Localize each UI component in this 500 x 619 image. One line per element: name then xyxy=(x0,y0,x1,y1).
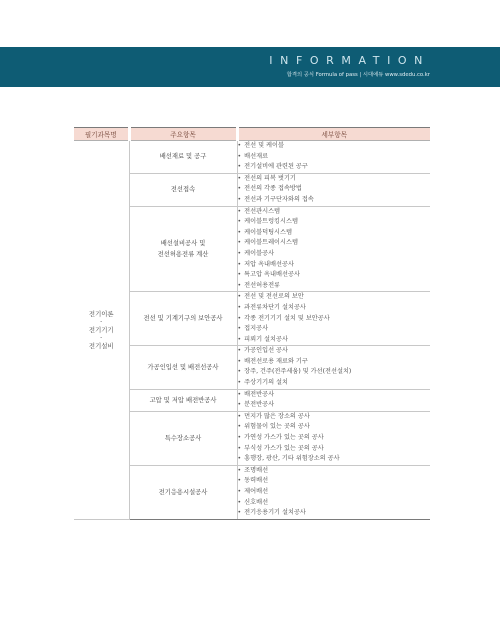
col-header-detail-item: 세부항목 xyxy=(237,128,430,141)
main-item-cell xyxy=(129,141,237,174)
main-item-cell xyxy=(129,346,237,389)
detail-item: • 부식성 가스가 있는 곳의 공사 xyxy=(238,444,431,455)
main-item-cell xyxy=(129,173,237,206)
subject-name: 전기이론 xyxy=(88,309,114,318)
banner-title: INFORMATION xyxy=(269,54,430,67)
detail-item-list xyxy=(238,390,431,411)
detail-item: • 전선 및 케이블 xyxy=(238,141,431,152)
header-banner xyxy=(0,47,500,87)
detail-items-cell xyxy=(237,206,430,292)
main-item-cell xyxy=(129,411,237,465)
detail-item: • 장주, 건주(전주세움) 및 가선(전선설치) xyxy=(238,367,431,378)
detail-item: • 제어배선 xyxy=(238,487,431,498)
detail-item: • 위험물이 있는 곳의 공사 xyxy=(238,422,431,433)
main-item-cell xyxy=(129,206,237,292)
subject-name: 전기설비 xyxy=(88,341,114,350)
detail-item: • 케이블트레이시스템 xyxy=(238,238,431,249)
detail-item: • 접지공사 xyxy=(238,324,431,335)
detail-item: • 케이블트렁킹시스템 xyxy=(238,217,431,228)
detail-items-cell xyxy=(237,173,430,206)
main-item-cell xyxy=(129,465,237,519)
detail-item: • 전선허용전류 xyxy=(238,281,431,292)
detail-items-cell xyxy=(237,389,430,411)
detail-item-list xyxy=(238,466,431,519)
main-item-cell xyxy=(129,292,237,346)
detail-item: • 전선의 각종 접속방법 xyxy=(238,184,431,195)
detail-item: • 각종 전기기기 설치 및 보안공사 xyxy=(238,314,431,325)
detail-item: • 특고압 옥내배선공사 xyxy=(238,270,431,281)
detail-items-cell xyxy=(237,141,430,174)
detail-item: • 배선재료 xyxy=(238,152,431,163)
detail-item: • 전선과 기구단자와의 접속 xyxy=(238,195,431,206)
banner-subtitle: 합격의 공식 Formula of pass | 시대에듀 www.sdedu.co.kr xyxy=(286,72,430,78)
detail-item: • 가연성 가스가 있는 곳의 공사 xyxy=(238,433,431,444)
detail-item: • 조명배선 xyxy=(238,466,431,477)
detail-item-list xyxy=(238,292,431,345)
detail-item-list xyxy=(238,412,431,465)
detail-item: • 전선관시스템 xyxy=(238,207,431,218)
detail-item: • 가공인입선 공사 xyxy=(238,346,431,357)
detail-item-list xyxy=(238,174,431,206)
exam-subject-table xyxy=(74,127,430,520)
detail-item: • 전선 및 전선로의 보안 xyxy=(238,292,431,303)
detail-item-list xyxy=(238,141,431,173)
subject-cell xyxy=(74,141,129,520)
detail-item: • 전기설비에 관련된 공구 xyxy=(238,162,431,173)
main-item-label: 전선허용전류 계산 xyxy=(157,250,209,258)
detail-item-list xyxy=(238,207,431,292)
main-item-label: 고압 및 저압 배전반공사 xyxy=(149,396,217,404)
detail-item: • 신호배선 xyxy=(238,498,431,509)
detail-item: • 먼지가 많은 장소의 공사 xyxy=(238,412,431,423)
subject-name: 전기기기 xyxy=(88,325,114,334)
detail-items-cell xyxy=(237,465,430,519)
main-item-label: 전기응용시설공사 xyxy=(158,488,208,496)
detail-item: • 배전반공사 xyxy=(238,390,431,401)
detail-item: • 주상기기의 설치 xyxy=(238,378,431,389)
col-header-subject: 필기과목명 xyxy=(74,128,129,141)
main-item-label: 전선 및 기계기구의 보안공사 xyxy=(143,315,223,323)
detail-items-cell xyxy=(237,411,430,465)
detail-item: • 케이블덕팅시스템 xyxy=(238,228,431,239)
table-row xyxy=(74,141,430,174)
table-body xyxy=(74,141,430,520)
detail-item: • 저압 옥내배선공사 xyxy=(238,260,431,271)
detail-item: • 분전반공사 xyxy=(238,400,431,411)
detail-item: • 동력배선 xyxy=(238,476,431,487)
subject-separator: - xyxy=(100,317,103,325)
detail-items-cell xyxy=(237,346,430,389)
detail-item: • 흥행장, 광산, 기타 위험장소의 공사 xyxy=(238,454,431,465)
main-item-label: 배선재료 및 공구 xyxy=(159,153,207,161)
main-item-label: 전선접속 xyxy=(170,186,196,194)
main-item-label: 배선설비공사 및 xyxy=(160,239,206,247)
main-item-cell xyxy=(129,389,237,411)
detail-item: • 과전류차단기 설치공사 xyxy=(238,303,431,314)
detail-item: • 배전선로용 재료와 기구 xyxy=(238,357,431,368)
table-header-row xyxy=(74,128,430,141)
subject-separator: - xyxy=(100,333,103,341)
col-header-main-item: 주요항목 xyxy=(129,128,237,141)
detail-item: • 전선의 피복 벗기기 xyxy=(238,174,431,185)
main-item-label: 가공인입선 및 배전선공사 xyxy=(147,363,219,371)
detail-item: • 케이블공사 xyxy=(238,249,431,260)
detail-items-cell xyxy=(237,292,430,346)
main-item-label: 특수장소공사 xyxy=(164,434,202,442)
detail-item: • 전기응용기기 설치공사 xyxy=(238,508,431,519)
detail-item: • 피뢰기 설치공사 xyxy=(238,335,431,346)
detail-item-list xyxy=(238,346,431,388)
